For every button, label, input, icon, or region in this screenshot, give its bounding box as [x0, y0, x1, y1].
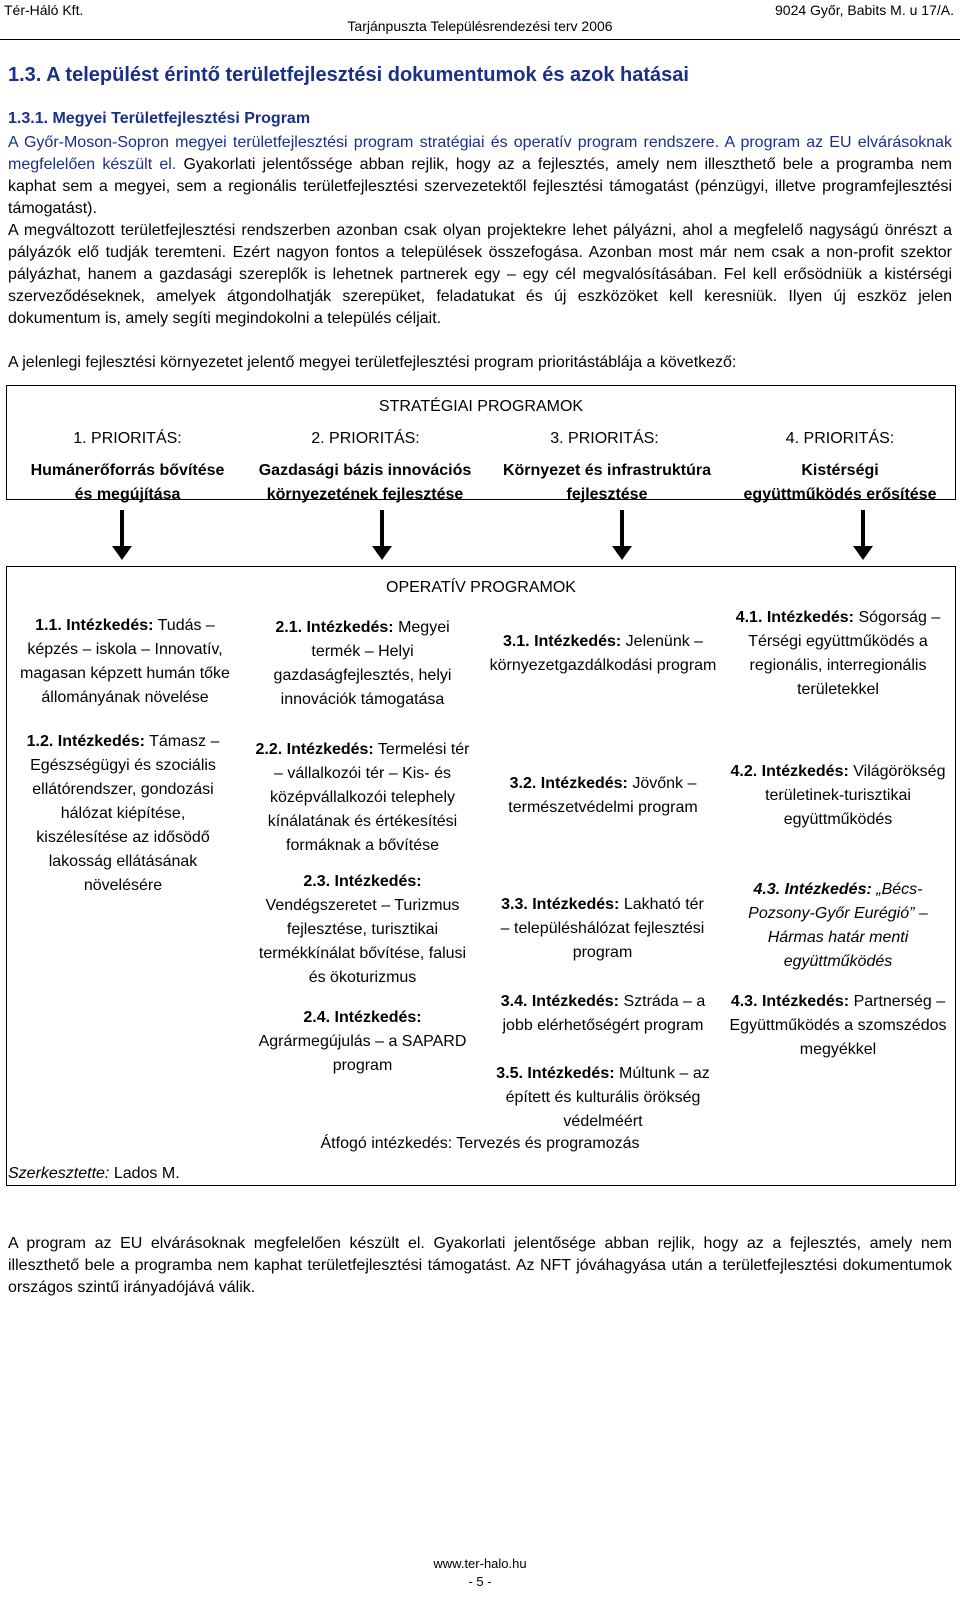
measure-3-4 [488, 990, 718, 1038]
measure-text: Világörökség területinek-turisztikai együttműködés [765, 763, 946, 828]
paragraph-2: A megváltozott területfejlesztési rendszerben azonban csak olyan projektekre lehet pályázni, ahol a megfelelő nagyságú önrészt a pályázók elő tudják teremteni. Ezért nagyon fontos a települések összefogása. Azonban most már nem csak a non-profit szektor pályázhat, hanem a gazdasági szereplők is lehetnek partnerek egy – egy cél megvalósításában. Fel kell erősödniük a kistérségi szerveződéseknek, amelyek átgondolhatják szerepüket, feladatukat és új eszközöket kell keresniük. Ilyen új eszköz jelen dokumentum is, amely segíti megindokolni a település céljait. [8, 222, 952, 327]
measure-text: Múltunk – az épített és kulturális örökség védelméért [505, 1065, 710, 1130]
measure-2-2 [250, 738, 475, 858]
editor-name: Lados M. [113, 1165, 180, 1182]
header-divider [0, 39, 960, 40]
priority-2-label: 2. PRIORITÁS: [311, 430, 420, 447]
operative-title: OPERATÍV PROGRAMOK [386, 579, 576, 596]
measure-text: Sztráda – a jobb elérhetőségért program [502, 993, 706, 1034]
measure-text: Megyei termék – Helyi gazdaságfejlesztés, helyi innovációk támogatása [273, 619, 452, 708]
measure-3-2 [488, 772, 718, 820]
measure-4-4 [728, 990, 948, 1062]
editor-credit [8, 1165, 180, 1183]
header-address: 9024 Győr, Babits M. u 17/A. [775, 2, 954, 18]
measure-code: 3.5. Intézkedés: [496, 1065, 615, 1082]
measure-text: Jelenünk – környezetgazdálkodási program [489, 633, 717, 674]
section-title: 1.3. A települést érintő területfejlesztési dokumentumok és azok hatásai [8, 64, 689, 86]
measure-3-1 [488, 630, 718, 678]
measure-code: 2.2. Intézkedés: [255, 741, 374, 758]
measure-code: 1.2. Intézkedés: [26, 733, 145, 750]
priority-4-label: 4. PRIORITÁS: [785, 430, 895, 447]
measure-code: 2.4. Intézkedés: [303, 1009, 422, 1026]
measure-text: Jövőnk – természetvédelmi program [508, 775, 698, 816]
measure-text: Agrármegújulás – a SAPARD program [258, 1033, 467, 1074]
measure-text: Tudás – képzés – iskola – Innovatív, magasan képzett humán tőke állományának növelése [20, 617, 230, 706]
measure-3-5 [488, 1062, 718, 1134]
measure-text: Termelési tér – vállalkozói tér – Kis- és középvállalkozói telephely kínálatának és értékesítési formáknak a bővítése [267, 741, 470, 854]
measure-code: 3.4. Intézkedés: [500, 993, 619, 1010]
priority-1-name: Humánerőforrás bővítése és megújítása [30, 462, 225, 503]
intro-text: Gyakorlati jelentőssége abban rejlik, hogy az a fejlesztés, amely nem illeszthető bele a programba nem kaphat sem a megyei, sem a regionális területfejlesztési szervezetektől fejlesztési támogatást (pénzügyi, illetve programfejlesztési támogatást). [8, 156, 952, 217]
editor-label: Szerkesztette: [8, 1165, 110, 1182]
header-title: Tarjánpuszta Településrendezési terv 2006 [347, 18, 613, 34]
priority-3-label: 3. PRIORITÁS: [550, 430, 659, 447]
strategic-title: STRATÉGIAI PROGRAMOK [378, 398, 584, 415]
subsection-title: 1.3.1. Megyei Területfejlesztési Program [8, 110, 311, 127]
measure-code: 3.1. Intézkedés: [502, 633, 622, 650]
measure-code: 2.3. Intézkedés: [303, 873, 422, 890]
measure-2-3 [250, 870, 475, 990]
priority-2-name: Gazdasági bázis innovációs környezetének fejlesztése [258, 462, 472, 503]
measure-text: Lakható tér – településhálózat fejlesztési program [500, 896, 705, 961]
measure-2-4 [250, 1006, 475, 1078]
priority-3-name: Környezet és infrastruktúra fejlesztése [502, 462, 712, 503]
measure-4-3 [728, 878, 948, 974]
measure-text: „Bécs-Pozsony-Győr Eurégió” – Hármas határ menti együttműködés [748, 881, 928, 970]
measure-3-3 [495, 893, 710, 965]
measure-text: Partnerség – Együttműködés a szomszédos megyékkel [729, 993, 947, 1058]
measure-text: Támasz – Egészségügyi és szociális ellátórendszer, gondozási hálózat kiépítése, kiszélesítése az idősödő lakosság ellátásának növelésére [30, 733, 220, 894]
measure-4-2 [728, 760, 948, 832]
measure-2-1 [250, 616, 475, 712]
intro-blue-text: A Győr-Moson-Sopron megyei területfejlesztési program stratégiai és operatív program rendszere. A program az EU elvárásoknak megfelelően készült el. [8, 134, 952, 173]
priority-1-label: 1. PRIORITÁS: [73, 430, 182, 447]
measure-code: 1.1. Intézkedés: [35, 617, 154, 634]
priority-4-name: Kistérségi együttműködés erősítése [743, 462, 937, 503]
measure-text: Sógorság – Térségi együttműködés a regionális, interregionális területekkel [748, 609, 941, 698]
measure-text: Vendégszeretet – Turizmus fejlesztése, turisztikai termékkínálat bővítése, falusi és ökoturizmus [258, 897, 467, 986]
measure-1-1 [10, 614, 240, 710]
paragraph-3: A jelenlegi fejlesztési környezetet jelentő megyei területfejlesztési program prioritástáblája a következő: [8, 354, 737, 371]
closing-paragraph: A program az EU elvárásoknak megfelelően készült el. Gyakorlati jelentősége abban rejlik, hogy az a fejlesztés, amely nem illeszthető bele a programba nem kaphat területfejlesztési támogatást. Az NFT jóváhagyása után a területfejlesztési dokumentumok országos szintű irányadójává válik. [8, 1235, 952, 1296]
measure-code: 3.3. Intézkedés: [501, 896, 620, 913]
measure-code: 2.1. Intézkedés: [275, 619, 394, 636]
measure-code: 4.3. Intézkedés: [753, 881, 872, 898]
page-number: - 5 - [468, 1574, 492, 1589]
header-company: Tér-Háló Kft. [4, 2, 84, 18]
footer-url: www.ter-halo.hu [433, 1556, 527, 1571]
measure-code: 4.2. Intézkedés: [730, 763, 849, 780]
measure-1-2 [18, 730, 228, 898]
cross-cutting-measure: Átfogó intézkedés: Tervezés és programozás [320, 1135, 640, 1152]
measure-code: 4.3. Intézkedés: [730, 993, 850, 1010]
measure-code: 4.1. Intézkedés: [735, 609, 854, 626]
measure-code: 3.2. Intézkedés: [509, 775, 628, 792]
intro-paragraph [8, 132, 952, 220]
measure-4-1 [728, 606, 948, 702]
